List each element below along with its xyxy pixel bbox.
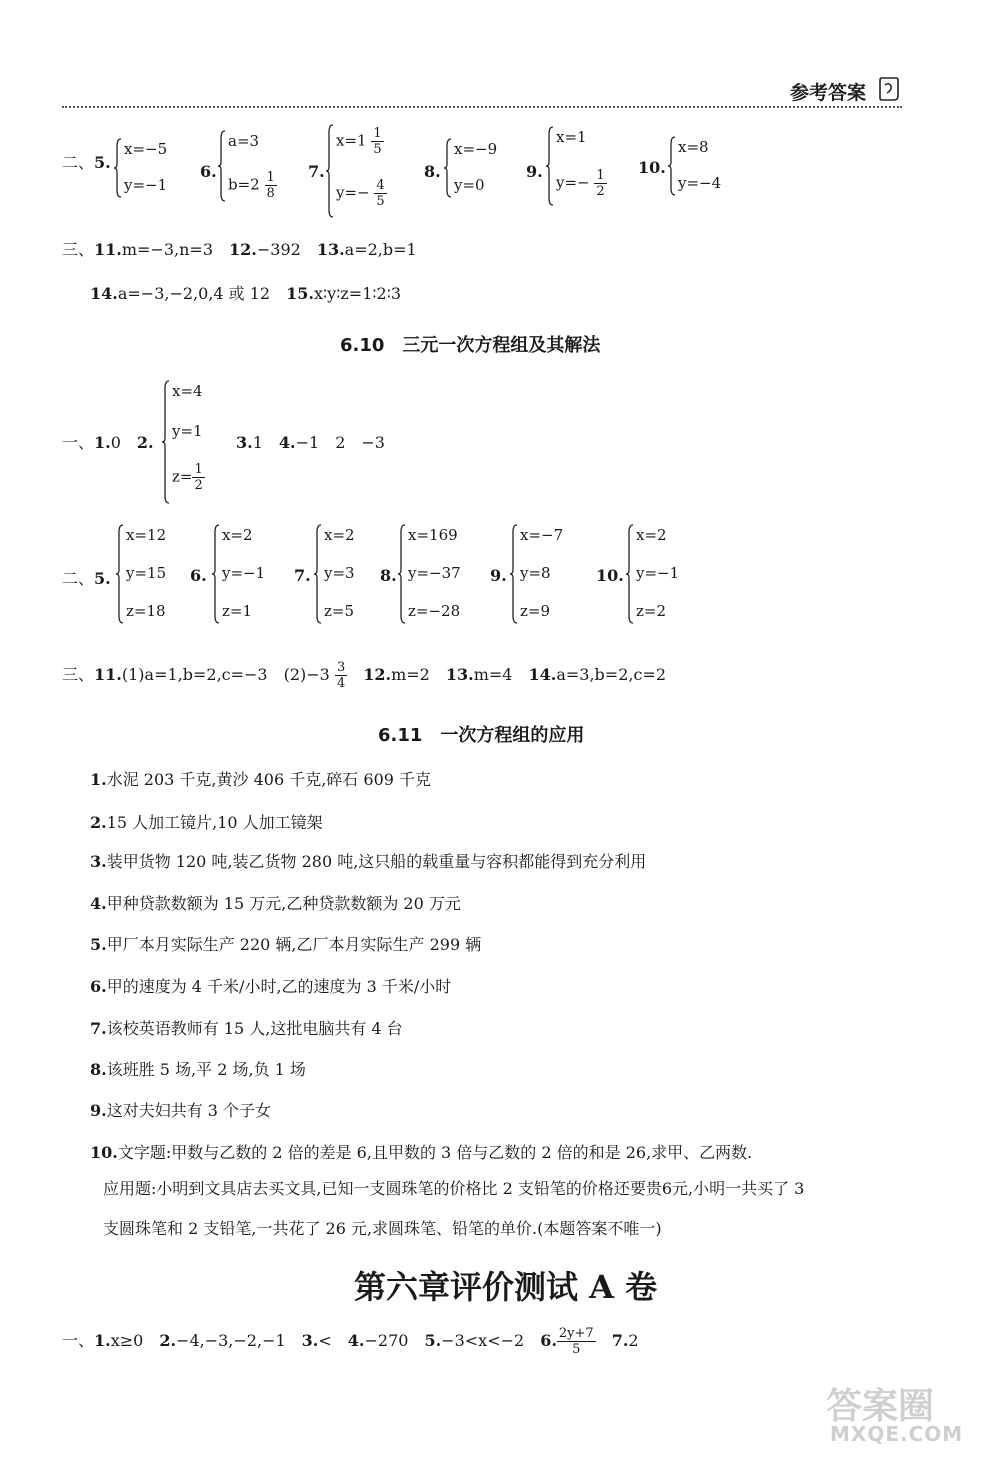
answer-6-11-6: 6.甲的速度为 4 千米/小时,乙的速度为 3 千米/小时 xyxy=(90,977,452,996)
system-6-10-7-label: 7. xyxy=(294,566,311,585)
system-6-10-6-label: 6. xyxy=(190,566,207,585)
part-label: 二、5. xyxy=(62,153,111,172)
brace-icon xyxy=(114,138,122,198)
header-corner-icon xyxy=(877,76,901,106)
brace-icon xyxy=(444,138,452,198)
answer-6-11-10: 10.文字题:甲数与乙数的 2 倍的差是 6,且甲数的 3 倍与乙数的 2 倍的和是 26,求甲、乙两数. xyxy=(90,1143,753,1162)
section-title-6-10: 6.10 三元一次方程组及其解法 xyxy=(340,335,601,356)
section-title-6-11: 6.11 一次方程组的应用 xyxy=(378,725,585,746)
brace-icon xyxy=(116,524,124,624)
system-6-10-5-label: 二、5. xyxy=(62,569,111,588)
watermark-logo: 答案圈 xyxy=(826,1386,935,1427)
answer-6-11-5: 5.甲厂本月实际生产 220 辆,乙厂本月实际生产 299 辆 xyxy=(90,935,482,954)
brace-icon xyxy=(626,524,634,624)
item-10-label: 10. xyxy=(638,158,666,177)
brace-icon xyxy=(326,124,334,218)
chapter-test-title: 第六章评价测试 A 卷 xyxy=(354,1268,658,1306)
brace-icon xyxy=(218,130,226,202)
system-6-10-10-label: 10. xyxy=(596,566,624,585)
system-6-10-8-label: 8. xyxy=(380,566,397,585)
page-header-title: 参考答案 xyxy=(790,82,867,104)
item-6-label: 6. xyxy=(200,162,217,181)
brace-icon xyxy=(546,126,554,206)
answer-line-6-10-1a: 一、1.0 2. xyxy=(62,433,154,452)
brace-icon xyxy=(314,524,322,624)
chapter-test-answer-line: 一、1.x≥0 2.−4,−3,−2,−1 3.< 4.−270 5.−3<x<−2 6. $\frac{2y+7}{5}$ 7.2 xyxy=(62,1326,639,1357)
answer-6-11-3: 3.装甲货物 120 吨,装乙货物 280 吨,这只船的载重量与容积都能得到充分利用 xyxy=(90,852,647,871)
answer-line-6-10-3: 三、11.(1)a=1,b=2,c=−3 (2)−3 $\frac{3}{4}$ 12.m=2 13.m=4 14.a=3,b=2,c=2 xyxy=(62,660,667,691)
answer-6-11-app-line-2: 支圆珠笔和 2 支铅笔,一共花了 26 元,求圆珠笔、铅笔的单价.(本题答案不唯一) xyxy=(103,1219,662,1238)
system-6-10-9-label: 9. xyxy=(490,566,507,585)
watermark-url: MXQE.COM xyxy=(830,1422,964,1446)
brace-icon xyxy=(510,524,518,624)
item-9-label: 9. xyxy=(526,162,543,181)
answer-6-11-8: 8.该班胜 5 场,平 2 场,负 1 场 xyxy=(90,1060,306,1079)
brace-icon xyxy=(212,524,220,624)
brace-icon xyxy=(398,524,406,624)
brace-icon xyxy=(668,136,676,196)
answer-line-part-a-4: 14.a=−3,−2,0,4 或 12 15.x∶y∶z=1∶2∶3 xyxy=(90,284,402,303)
item-8-label: 8. xyxy=(424,162,441,181)
answer-6-11-4: 4.甲种贷款数额为 15 万元,乙种贷款数额为 20 万元 xyxy=(90,894,461,913)
brace-icon xyxy=(162,380,170,504)
answer-line-6-10-1b: 3.1 4.−1 2 −3 xyxy=(236,433,385,452)
answer-6-11-1: 1.水泥 203 千克,黄沙 406 千克,碎石 609 千克 xyxy=(90,770,432,789)
answer-6-11-9: 9.这对夫妇共有 3 个子女 xyxy=(90,1101,272,1120)
answer-6-11-7: 7.该校英语教师有 15 人,这批电脑共有 4 台 xyxy=(90,1019,403,1038)
answer-line-part-a-3: 三、11.m=−3,n=3 12.−392 13.a=2,b=1 xyxy=(62,240,417,259)
answer-6-11-2: 2.15 人加工镜片,10 人加工镜架 xyxy=(90,813,323,832)
header-divider xyxy=(62,106,902,108)
answer-6-11-app-line-1: 应用题:小明到文具店去买文具,已知一支圆珠笔的价格比 2 支铅笔的价格还要贵6元,小明一共买了 3 xyxy=(103,1179,805,1198)
item-7-label: 7. xyxy=(308,162,325,181)
